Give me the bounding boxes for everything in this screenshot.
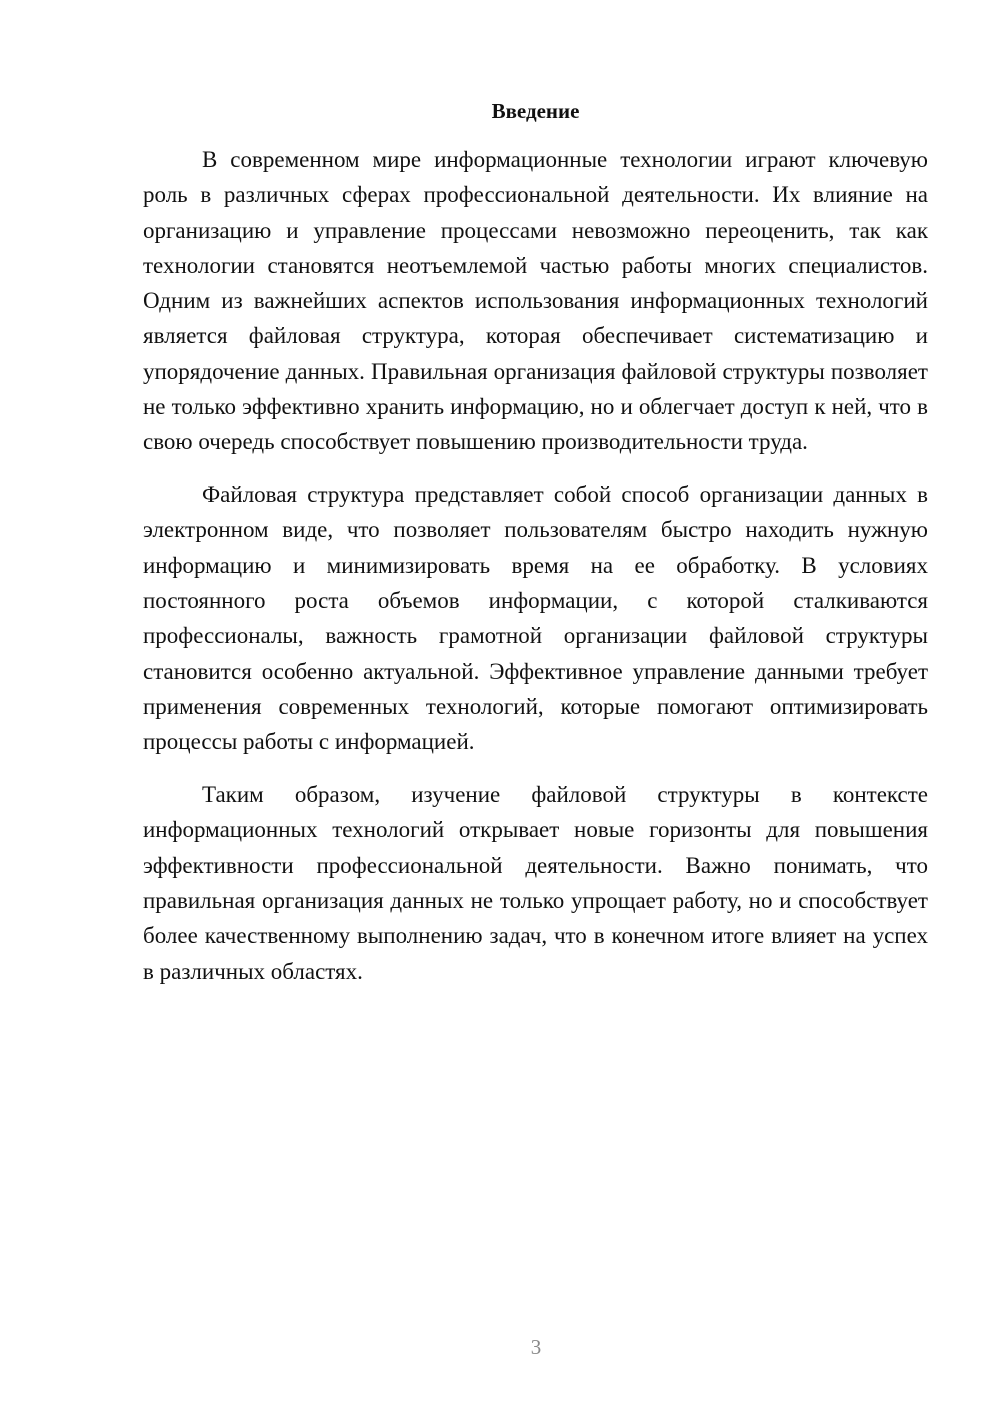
page-number: 3: [530, 1335, 542, 1359]
paragraph-1: В современном мире информационные технологии играют ключевую роль в различных сферах профессиональной деятельности. Их влияние на организацию и управление процессами невозможно переоценить, так как технологии становятся неотъемлемой частью работы многих специалистов. Одним из важнейших аспектов использования информационных технологий является файловая структура, которая обеспечивает систематизацию и упорядочение данных. Правильная организация файловой структуры позволяет не только эффективно хранить информацию, но и облегчает доступ к ней, что в свою очередь способствует повышению производительности труда.: [143, 147, 928, 455]
section-heading: Введение: [491, 99, 580, 123]
paragraph-3: Таким образом, изучение файловой структуры в контексте информационных технологий открывает новые горизонты для повышения эффективности профессиональной деятельности. Важно понимать, что правильная организация данных не только упрощает работу, но и способствует более качественному выполнению задач, что в конечном итоге влияет на успех в различных областях.: [143, 782, 928, 984]
paragraph-2: Файловая структура представляет собой способ организации данных в электронном виде, что позволяет пользователям быстро находить нужную информацию и минимизировать время на ее обработку. В условиях постоянного роста объемов информации, с которой сталкиваются профессионалы, важность грамотной организации файловой структуры становится особенно актуальной. Эффективное управление данными требует применения современных технологий, которые помогают оптимизировать процессы работы с информацией.: [143, 482, 928, 755]
body-text: [143, 142, 928, 1006]
